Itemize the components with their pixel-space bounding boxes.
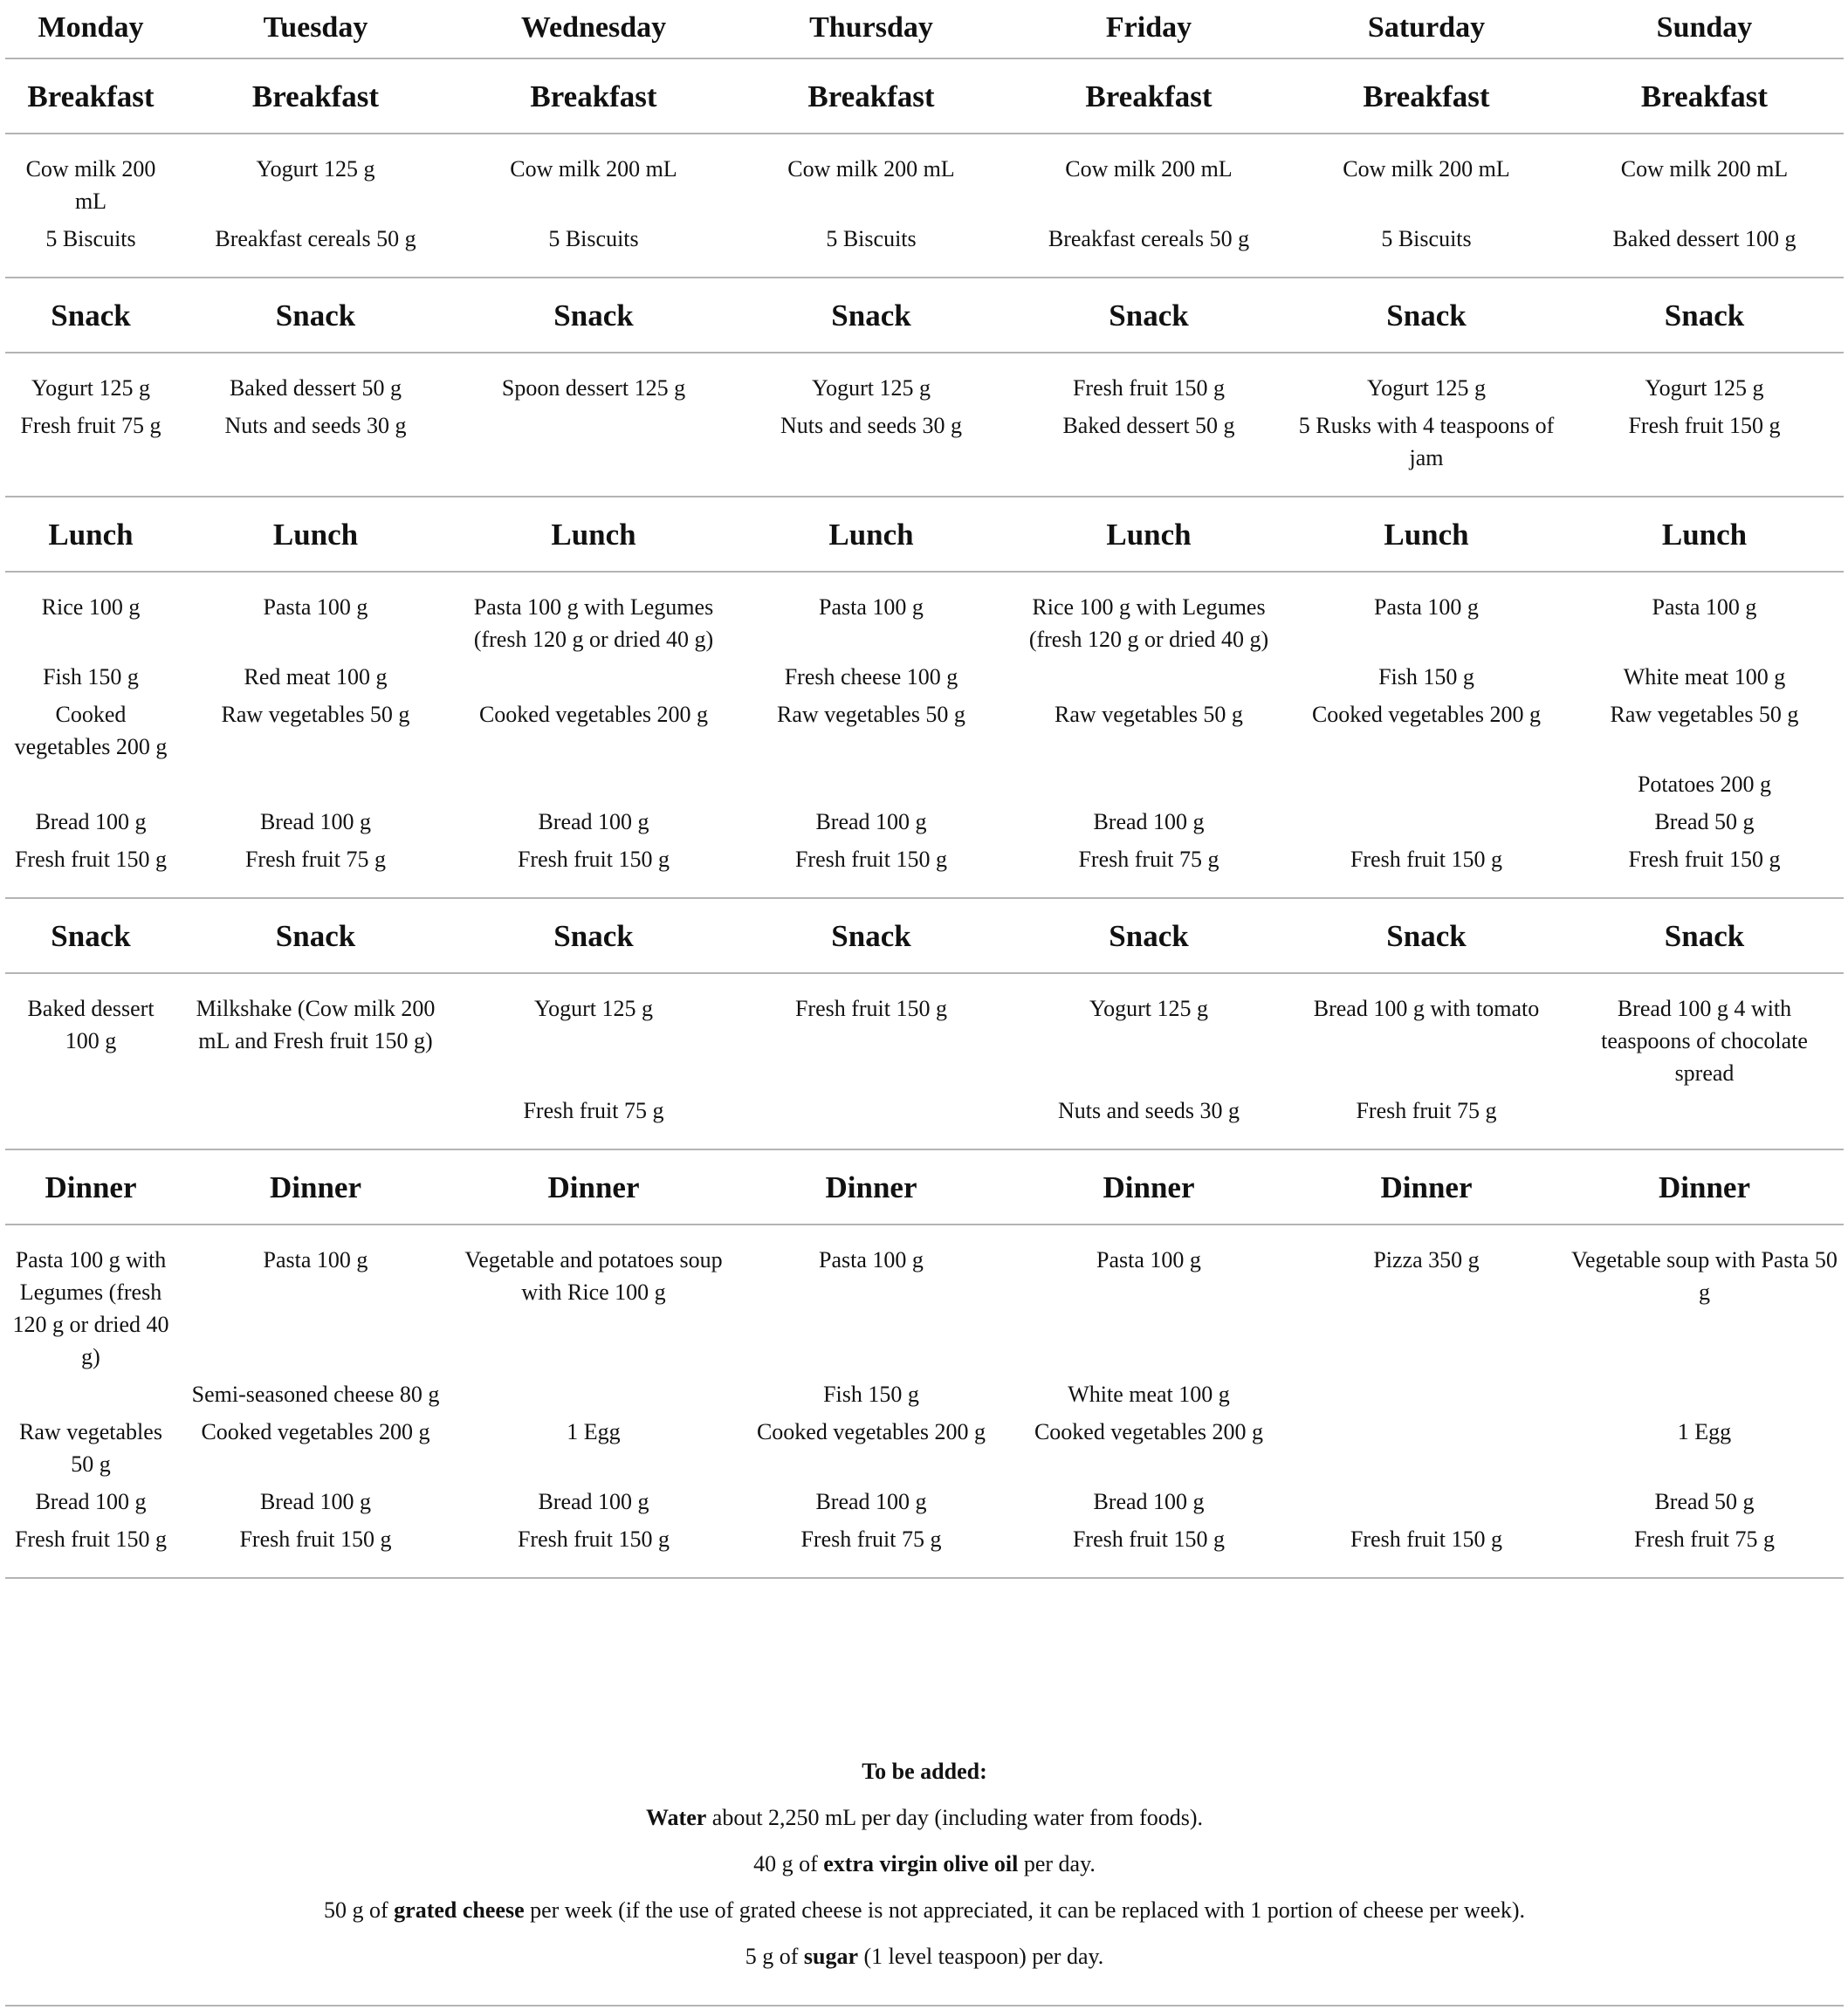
note-cheese-pre: 50 g of [324, 1897, 395, 1923]
food-item: Fresh fruit 150 g [1072, 375, 1226, 401]
row-spacer [5, 974, 1844, 990]
food-row [5, 1092, 1844, 1129]
food-item: Fresh fruit 150 g [1072, 1526, 1226, 1552]
note-oil [5, 1841, 1844, 1887]
meal-title: Lunch [48, 517, 134, 552]
food-item: Fresh fruit 150 g [1350, 1526, 1503, 1552]
note-sugar [5, 1933, 1844, 1979]
meal-title: Snack [831, 918, 911, 953]
food-item: Pasta 100 g [1652, 594, 1757, 620]
row-spacer [5, 477, 1844, 497]
food-item: Pasta 100 g with Legumes (fresh 120 g or dried 40 g) [473, 594, 714, 652]
row-spacer [5, 1129, 1844, 1149]
food-item: Fresh fruit 150 g [794, 847, 948, 872]
day-header: Friday [1105, 10, 1192, 44]
food-item [5, 1092, 176, 1129]
food-item: Vegetable and potatoes soup with Rice 100 g [464, 1247, 723, 1305]
note-sugar-bold: sugar [803, 1944, 858, 1969]
meal-title: Lunch [272, 517, 359, 552]
note-cheese-bold: grated cheese [394, 1897, 525, 1923]
food-item: Bread 50 g [1654, 1489, 1755, 1514]
meal-title: Breakfast [530, 79, 657, 113]
row-spacer [5, 878, 1844, 898]
food-row [5, 696, 1844, 765]
food-item [1288, 1375, 1565, 1413]
food-item: Baked dessert 100 g [1612, 226, 1796, 251]
food-item: White meat 100 g [1623, 664, 1786, 689]
food-item: Cow milk 200 mL [25, 156, 156, 214]
food-item: Rice 100 g [41, 594, 141, 620]
food-item: Cooked vegetables 200 g [478, 702, 709, 727]
food-row [5, 150, 1844, 220]
food-item: Fresh fruit 150 g [14, 847, 168, 872]
spacer [5, 974, 1844, 990]
food-item: Cooked vegetables 200 g [1311, 702, 1542, 727]
meal-title: Snack [275, 918, 356, 953]
food-item: Cow milk 200 mL [1620, 156, 1789, 182]
food-item [455, 1375, 732, 1413]
row-spacer [5, 353, 1844, 369]
separator-line [5, 1578, 1844, 1579]
bottom-rule [5, 2005, 1844, 2007]
food-item: Bread 50 g [1654, 809, 1755, 834]
food-item: Fish 150 g [823, 1382, 919, 1407]
food-item: Potatoes 200 g [1637, 772, 1772, 797]
meal-plan-body [5, 58, 1844, 1579]
row-spacer [5, 1558, 1844, 1578]
food-item: Raw vegetables 50 g [221, 702, 410, 727]
meal-title: Snack [51, 298, 131, 333]
food-item: Bread 100 g [538, 1489, 649, 1514]
weekly-meal-plan-table [5, 0, 1844, 1579]
row-spacer [5, 573, 1844, 588]
food-item: Yogurt 125 g [1645, 375, 1764, 401]
food-item: Fresh fruit 150 g [1628, 413, 1781, 438]
food-item: Raw vegetables 50 g [777, 702, 965, 727]
note-sugar-pre: 5 g of [745, 1944, 804, 1969]
meal-heading-row [5, 59, 1844, 134]
food-item: Raw vegetables 50 g [1610, 702, 1799, 727]
food-item: Raw vegetables 50 g [1055, 702, 1243, 727]
meal-title: Dinner [270, 1170, 361, 1204]
food-item: Cooked vegetables 200 g [201, 1419, 430, 1444]
food-item: Breakfast cereals 50 g [1048, 226, 1250, 251]
food-item: Nuts and seeds 30 g [780, 413, 962, 438]
food-item: Vegetable soup with Pasta 50 g [1571, 1247, 1838, 1305]
food-item: Fresh fruit 150 g [517, 1526, 670, 1552]
food-item: Baked dessert 50 g [1062, 413, 1235, 438]
food-item: Rice 100 g with Legumes (fresh 120 g or dried 40 g) [1028, 594, 1269, 652]
food-item: Semi-seasoned cheese 80 g [191, 1382, 440, 1407]
note-oil-pre: 40 g of [753, 1851, 824, 1876]
food-row [5, 803, 1844, 840]
meal-title: Dinner [1103, 1170, 1195, 1204]
food-row [5, 369, 1844, 407]
meal-title: Dinner [1380, 1170, 1473, 1204]
food-item: Bread 100 g [1093, 809, 1205, 834]
meal-title: Snack [1664, 298, 1745, 333]
food-item: 1 Egg [1677, 1419, 1732, 1444]
food-item: Yogurt 125 g [533, 996, 654, 1021]
food-item: White meat 100 g [1068, 1382, 1230, 1407]
row-spacer [5, 134, 1844, 150]
food-item: Yogurt 125 g [31, 375, 151, 401]
day-header: Saturday [1367, 10, 1486, 44]
food-item: Pasta 100 g [1096, 1247, 1201, 1273]
food-item: 5 Biscuits [45, 226, 136, 251]
food-item [1288, 803, 1565, 840]
food-item: Bread 100 g [1093, 1489, 1205, 1514]
day-header: Sunday [1656, 10, 1753, 44]
food-item: Bread 100 g [35, 809, 147, 834]
food-item: Fresh fruit 150 g [1628, 847, 1781, 872]
food-item: Fresh fruit 150 g [14, 1526, 168, 1552]
food-item: Bread 100 g [538, 809, 649, 834]
food-item: Bread 100 g [35, 1489, 147, 1514]
day-header: Wednesday [520, 10, 667, 44]
meal-title: Snack [1664, 918, 1745, 953]
food-row [5, 1483, 1844, 1520]
food-item: Cooked vegetables 200 g [756, 1419, 986, 1444]
meal-title: Breakfast [251, 79, 380, 113]
note-cheese-post: per week (if the use of grated cheese is not appreciated, it can be replaced with 1 portion of cheese per week). [524, 1897, 1525, 1923]
day-header-row [5, 0, 1844, 58]
food-row [5, 220, 1844, 257]
meal-title: Dinner [45, 1170, 137, 1204]
food-item: Pasta 100 g [263, 1247, 368, 1273]
food-item: Cooked vegetables 200 g [14, 702, 168, 759]
food-item: Cow milk 200 mL [1343, 156, 1510, 182]
meal-heading-row [5, 278, 1844, 353]
food-item: Raw vegetables 50 g [19, 1419, 162, 1477]
food-item [1288, 1413, 1565, 1483]
food-row [5, 990, 1844, 1092]
food-row [5, 588, 1844, 658]
food-row [5, 1413, 1844, 1483]
food-item [176, 1092, 455, 1129]
food-item [5, 765, 176, 803]
food-item: Nuts and seeds 30 g [224, 413, 407, 438]
food-item: Fish 150 g [43, 664, 139, 689]
food-item: Fresh fruit 75 g [20, 413, 161, 438]
food-item: Pasta 100 g with Legumes (fresh 120 g or dried 40 g) [12, 1247, 169, 1369]
meal-title: Snack [1109, 298, 1189, 333]
food-row [5, 658, 1844, 696]
food-item [5, 1375, 176, 1413]
food-item: 5 Rusks with 4 teaspoons of jam [1298, 413, 1555, 470]
note-cheese [5, 1887, 1844, 1933]
meal-title: Snack [831, 298, 911, 333]
food-item: Fresh fruit 75 g [800, 1526, 942, 1552]
food-row [5, 407, 1844, 477]
day-header: Thursday [809, 10, 933, 44]
food-item: 5 Biscuits [1381, 226, 1472, 251]
food-item [455, 658, 732, 696]
food-item: Fish 150 g [1378, 664, 1474, 689]
spacer [5, 134, 1844, 150]
food-item: Milkshake (Cow milk 200 mL and Fresh fruit 150 g) [196, 996, 436, 1053]
food-item: Red meat 100 g [244, 664, 388, 689]
spacer [5, 477, 1844, 497]
row-spacer [5, 257, 1844, 278]
food-item: Pasta 100 g [1374, 594, 1479, 620]
food-item [1288, 765, 1565, 803]
food-item [1565, 1092, 1844, 1129]
meal-title: Lunch [828, 517, 914, 552]
food-item: Yogurt 125 g [1366, 375, 1487, 401]
food-item: Fresh fruit 75 g [523, 1098, 664, 1123]
meal-title: Snack [1386, 298, 1467, 333]
food-item: Pasta 100 g [819, 1247, 924, 1273]
food-item: 5 Biscuits [548, 226, 639, 251]
food-item: Spoon dessert 125 g [501, 375, 686, 401]
food-item [732, 765, 1010, 803]
food-item: Bread 100 g [259, 809, 372, 834]
meal-title: Lunch [1384, 517, 1469, 552]
food-item: Fresh fruit 75 g [1078, 847, 1219, 872]
meal-title: Snack [1109, 918, 1189, 953]
food-item: Baked dessert 100 g [27, 996, 155, 1053]
food-item: Fresh fruit 150 g [794, 996, 948, 1021]
food-item: Bread 100 g with tomato [1313, 996, 1540, 1021]
meal-title: Dinner [1659, 1170, 1750, 1204]
food-item [455, 765, 732, 803]
food-item [455, 407, 732, 477]
food-row [5, 1375, 1844, 1413]
spacer [5, 1225, 1844, 1241]
food-item: Fresh fruit 75 g [244, 847, 387, 872]
meal-title: Breakfast [1085, 79, 1213, 113]
food-item: 1 Egg [567, 1419, 621, 1444]
notes-section [5, 1748, 1844, 1979]
food-item: Breakfast cereals 50 g [215, 226, 416, 251]
food-item: Fresh fruit 150 g [239, 1526, 392, 1552]
spacer [5, 573, 1844, 588]
spacer [5, 1129, 1844, 1149]
row-spacer [5, 1225, 1844, 1241]
food-item: Cooked vegetables 200 g [1034, 1419, 1264, 1444]
meal-title: Snack [275, 298, 356, 333]
food-item: Fresh cheese 100 g [784, 664, 958, 689]
meal-title: Breakfast [1363, 79, 1490, 113]
row-separator [5, 1578, 1844, 1579]
food-row [5, 765, 1844, 803]
meal-title: Breakfast [807, 79, 935, 113]
food-row [5, 1520, 1844, 1558]
note-oil-post: per day. [1018, 1851, 1096, 1876]
spacer [5, 1558, 1844, 1578]
food-item [176, 765, 455, 803]
spacer [5, 878, 1844, 898]
note-water-bold: Water [645, 1805, 707, 1830]
meal-title: Snack [51, 918, 131, 953]
food-item: Pizza 350 g [1373, 1247, 1480, 1273]
food-item: Bread 100 g [815, 809, 927, 834]
food-item [732, 1092, 1010, 1129]
food-item: Bread 100 g [259, 1489, 372, 1514]
meal-heading-row [5, 899, 1844, 973]
food-item: Cow milk 200 mL [1065, 156, 1233, 182]
food-item: Cow milk 200 mL [510, 156, 677, 182]
meal-heading-row [5, 1150, 1844, 1225]
food-item: Fresh fruit 150 g [517, 847, 670, 872]
meal-title: Snack [553, 298, 634, 333]
food-item: Fresh fruit 150 g [1350, 847, 1503, 872]
meal-title: Dinner [547, 1170, 640, 1204]
spacer [5, 353, 1844, 369]
meal-title: Lunch [551, 517, 636, 552]
meal-heading-row [5, 497, 1844, 572]
food-item: Fresh fruit 75 g [1356, 1098, 1497, 1123]
food-item: Cow milk 200 mL [787, 156, 955, 182]
note-oil-bold: extra virgin olive oil [823, 1851, 1019, 1876]
meal-title: Breakfast [27, 79, 155, 113]
food-item [1565, 1375, 1844, 1413]
food-row [5, 840, 1844, 878]
food-item [1288, 1483, 1565, 1520]
food-item: Bread 100 g 4 with teaspoons of chocolate spread [1601, 996, 1808, 1086]
food-item: Yogurt 125 g [256, 156, 375, 182]
meal-title: Breakfast [1640, 79, 1769, 113]
note-water-text: about 2,250 mL per day (including water from foods). [706, 1805, 1204, 1830]
note-sugar-post: (1 level teaspoon) per day. [857, 1944, 1104, 1969]
day-header: Tuesday [263, 10, 368, 44]
food-item: Baked dessert 50 g [229, 375, 402, 401]
day-header: Monday [38, 10, 144, 44]
food-item: Yogurt 125 g [1089, 996, 1209, 1021]
food-item: Fresh fruit 75 g [1633, 1526, 1776, 1552]
food-item: Bread 100 g [815, 1489, 927, 1514]
meal-title: Lunch [1106, 517, 1192, 552]
food-row [5, 1241, 1844, 1375]
food-item: Nuts and seeds 30 g [1058, 1098, 1240, 1123]
food-item: Pasta 100 g [819, 594, 924, 620]
meal-title: Snack [553, 918, 634, 953]
food-item: 5 Biscuits [826, 226, 917, 251]
meal-title: Dinner [825, 1170, 917, 1204]
notes-heading: To be added: [862, 1759, 987, 1784]
food-item: Yogurt 125 g [811, 375, 931, 401]
food-item [1010, 658, 1288, 696]
food-item [1010, 765, 1288, 803]
note-water [5, 1794, 1844, 1841]
meal-title: Snack [1386, 918, 1467, 953]
spacer [5, 257, 1844, 278]
food-item: Pasta 100 g [263, 594, 368, 620]
meal-title: Lunch [1661, 517, 1748, 552]
